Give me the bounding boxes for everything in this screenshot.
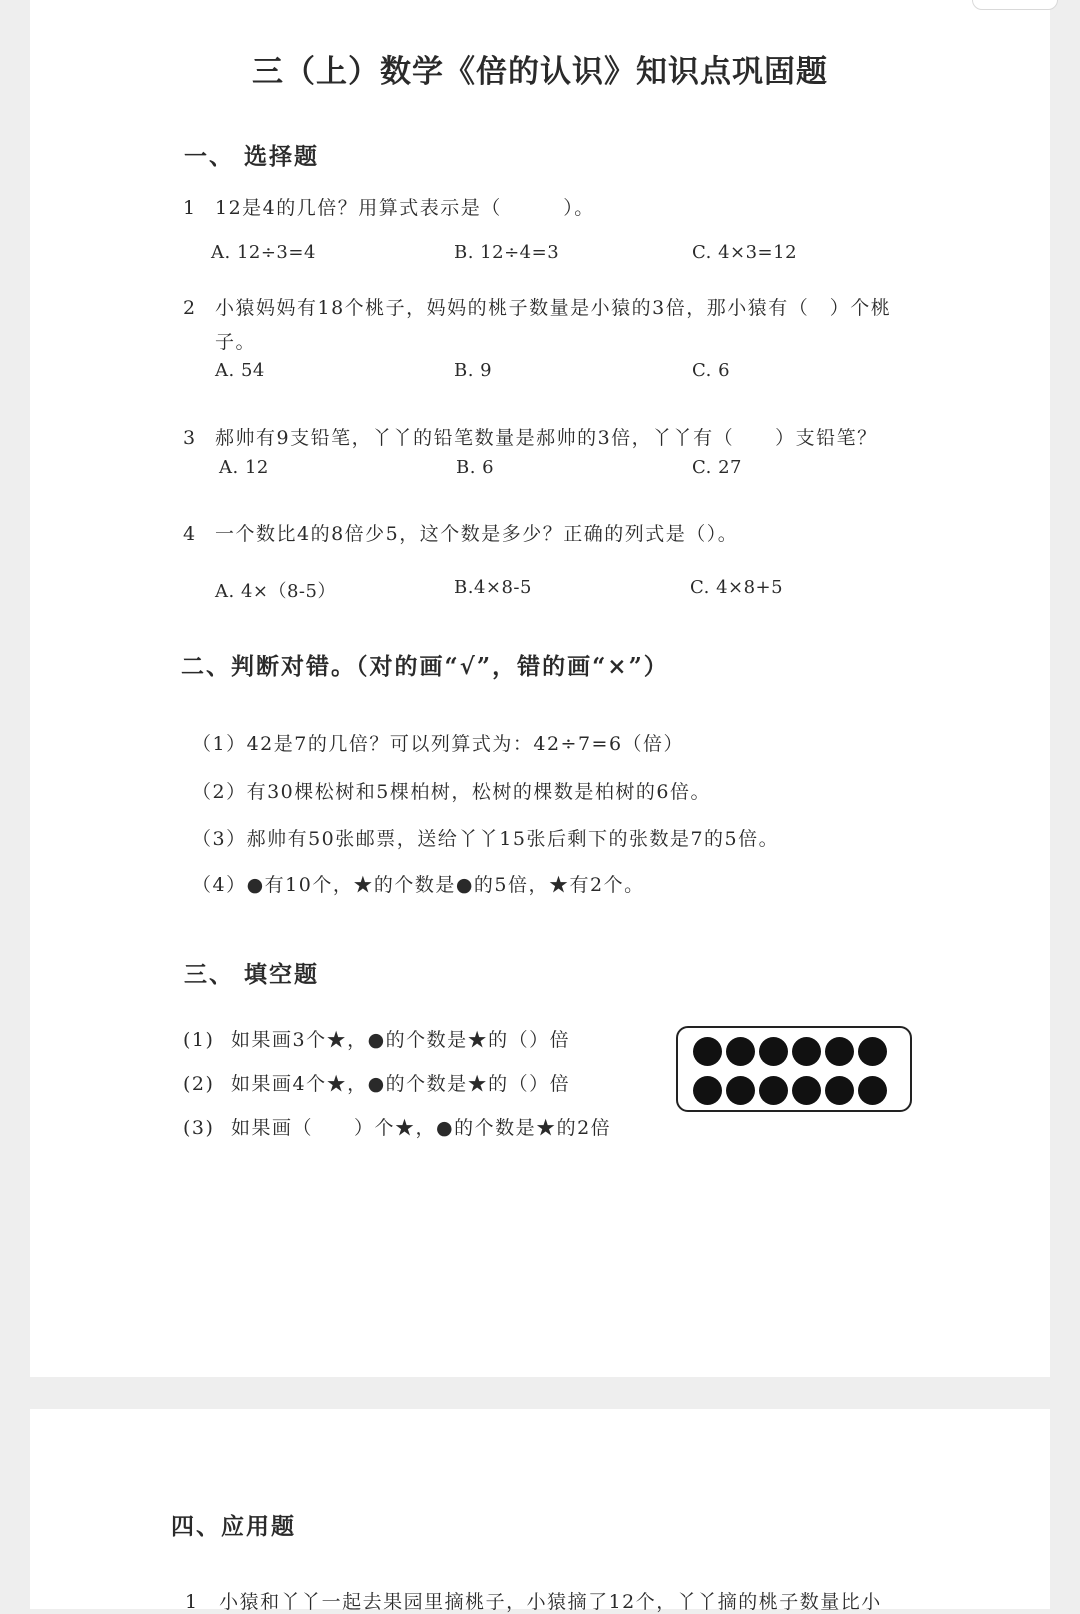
q2-option-b: B. 9 [454, 360, 493, 381]
question-1 [183, 193, 595, 220]
q3-option-c: C. 27 [692, 457, 742, 478]
section3-heading: 三、 填空题 [184, 961, 320, 988]
question-3 [183, 423, 878, 450]
question-text: 小猿妈妈有18个桃子，妈妈的桃子数量是小猿的3倍，那小猿有（ ）个桃 [215, 297, 892, 319]
question-number: 1 [183, 197, 197, 219]
true-false-item-4: （4）●有10个，★的个数是●的5倍，★有2个。 [192, 874, 645, 896]
question-text: 一个数比4的8倍少5，这个数是多少？正确的列式是（）。 [215, 523, 739, 545]
item-text: 如果画4个★，●的个数是★的（）倍 [231, 1073, 571, 1095]
black-dot-icon [726, 1037, 755, 1066]
q4-option-c: C. 4×8+5 [690, 577, 784, 598]
corner-tab[interactable] [972, 0, 1058, 10]
dot-grid [693, 1037, 903, 1115]
true-false-item-1: （1）42是7的几倍？可以列算式为：42÷7=6（倍） [192, 733, 685, 755]
dot-diagram-box [676, 1026, 912, 1112]
black-dot-icon [792, 1076, 821, 1105]
q3-option-a: A. 12 [219, 457, 269, 478]
application-question-1-partial: 1 小猿和丫丫一起去果园里摘桃子，小猿摘了12个，丫丫摘的桃子数量比小 [185, 1591, 882, 1613]
fill-blank-item-3 [183, 1113, 611, 1140]
section1-heading: 一、 选择题 [184, 143, 320, 170]
black-dot-icon [726, 1076, 755, 1105]
section2-heading: 二、判断对错。（对的画“√”，错的画“×”） [181, 653, 669, 680]
black-dot-icon [693, 1076, 722, 1105]
black-dot-icon [792, 1037, 821, 1066]
question-2-continuation: 子。 [215, 331, 257, 353]
black-dot-icon [693, 1037, 722, 1066]
question-number: 2 [183, 297, 197, 319]
true-false-item-3: （3）郝帅有50张邮票，送给丫丫15张后剩下的张数是7的5倍。 [192, 828, 780, 850]
item-number: (1) [183, 1029, 215, 1051]
true-false-item-2: （2）有30棵松树和5棵柏树，松树的棵数是柏树的6倍。 [192, 781, 711, 803]
q2-option-a: A. 54 [215, 360, 265, 381]
item-text: 如果画3个★，●的个数是★的（）倍 [231, 1029, 571, 1051]
question-number: 4 [183, 523, 197, 545]
item-number: (3) [183, 1117, 215, 1139]
fill-blank-item-1 [183, 1025, 570, 1052]
q4-option-a: A. 4×（8-5） [215, 581, 336, 602]
question-4 [183, 519, 738, 546]
question-text: 12是4的几倍？用算式表示是（ ）。 [215, 197, 595, 219]
worksheet-title: 三（上）数学《倍的认识》知识点巩固题 [252, 54, 828, 90]
q1-option-c: C. 4×3=12 [692, 242, 798, 263]
q1-option-b: B. 12÷4=3 [454, 242, 560, 263]
black-dot-icon [759, 1037, 788, 1066]
fill-blank-item-2 [183, 1069, 570, 1096]
question-2 [183, 293, 891, 320]
q3-option-b: B. 6 [456, 457, 495, 478]
black-dot-icon [825, 1076, 854, 1105]
black-dot-icon [759, 1076, 788, 1105]
q4-option-b: B.4×8-5 [454, 577, 532, 598]
question-number: 3 [183, 427, 197, 449]
q1-option-a: A. 12÷3=4 [211, 242, 316, 263]
question-text: 郝帅有9支铅笔，丫丫的铅笔数量是郝帅的3倍，丫丫有（ ）支铅笔？ [215, 427, 878, 449]
item-text: 如果画（ ）个★，●的个数是★的2倍 [231, 1117, 612, 1139]
q2-option-c: C. 6 [692, 360, 731, 381]
item-number: (2) [183, 1073, 215, 1095]
section4-heading: 四、应用题 [171, 1513, 296, 1540]
black-dot-icon [858, 1076, 887, 1105]
black-dot-icon [825, 1037, 854, 1066]
black-dot-icon [858, 1037, 887, 1066]
